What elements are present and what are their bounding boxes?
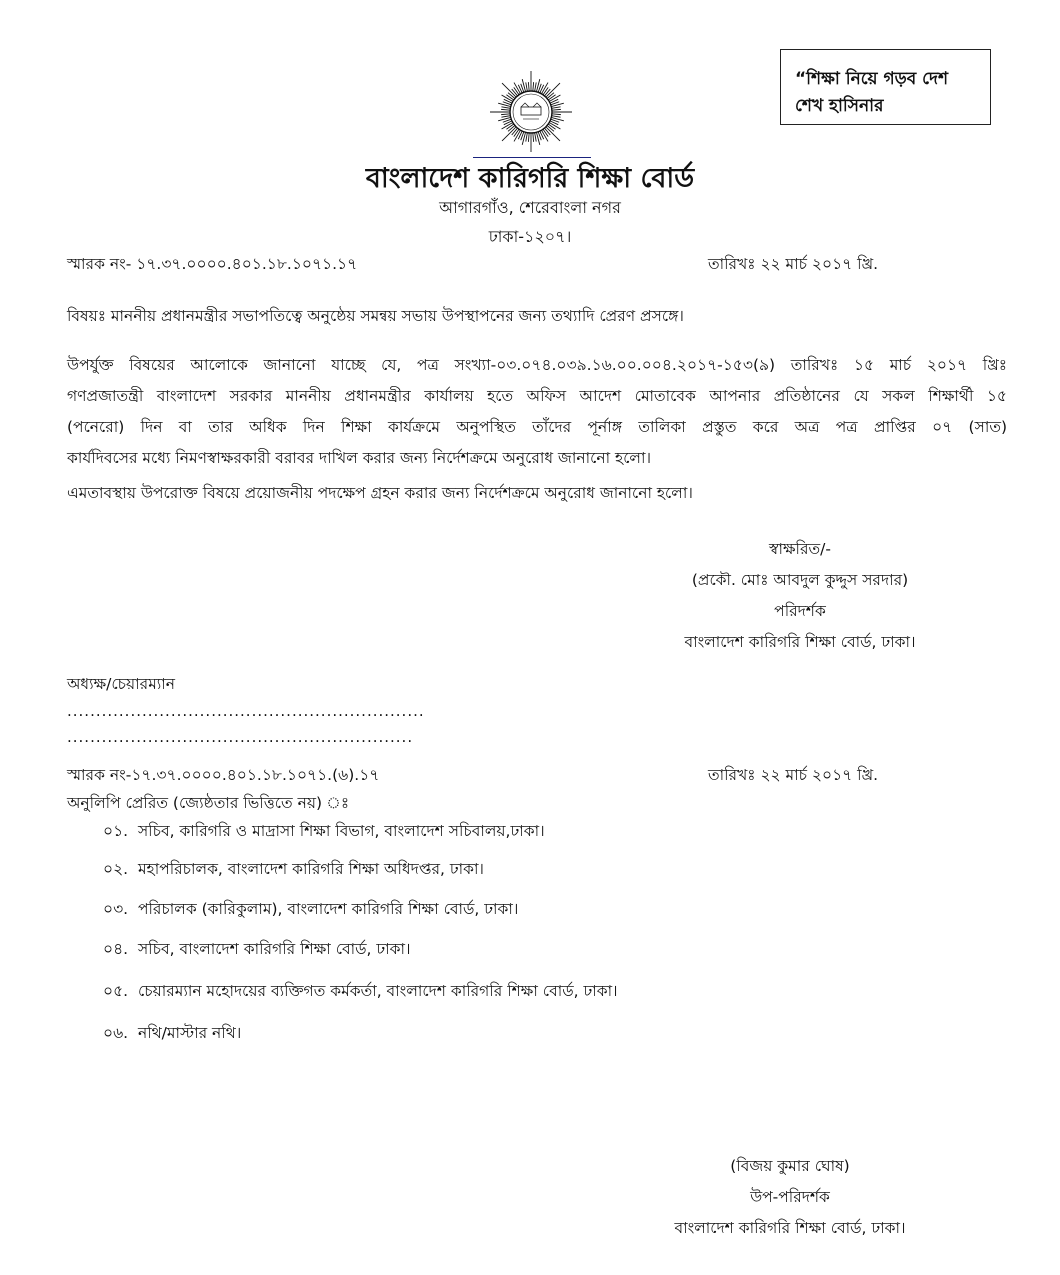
copy-item-number: ০৬. xyxy=(103,1024,129,1042)
recipient-blank-line-2: ............................................................ xyxy=(67,728,414,746)
copy-memo-date: তারিখঃ ২২ মার্চ ২০১৭ খ্রি. xyxy=(708,766,879,784)
copy-list-item xyxy=(103,979,618,1005)
signatory-office: বাংলাদেশ কারিগরি শিক্ষা বোর্ড, ঢাকা। xyxy=(684,633,916,651)
copy-item-number: ০২. xyxy=(103,860,129,878)
copy-list-item xyxy=(103,819,545,845)
board-seal-icon xyxy=(483,70,579,152)
copy-item-number: ০৩. xyxy=(103,900,129,918)
paragraph-line: (পনেরো) দিন বা তার অধিক দিন শিক্ষা কার্যক্রমে অনুপস্থিত তাঁদের পূর্নাঙ্গ তালিকা প্রস্তুত করে অত্র পত্র প্রাপ্তির ০৭ (সাত) xyxy=(67,418,1007,436)
copy-memo-ref: স্মারক নং-১৭.৩৭.০০০০.৪০১.১৮.১০৭১.(৬).১৭ xyxy=(67,766,380,784)
recipient-blank-line-1: .............................................................. xyxy=(67,702,425,720)
signed-mark: স্বাক্ষরিত/- xyxy=(769,540,831,558)
copy-list-item xyxy=(103,937,411,963)
org-title: বাংলাদেশ কারিগরি শিক্ষা বোর্ড xyxy=(365,163,695,194)
recipient-title: অধ্যক্ষ/চেয়ারম্যান xyxy=(67,675,176,693)
memo-ref: স্মারক নং- ১৭.৩৭.০০০০.৪০১.১৮.১০৭১.১৭ xyxy=(67,255,358,273)
copy-item-number: ০৪. xyxy=(103,940,129,958)
copy-item-text: নথি/মাস্টার নথি। xyxy=(137,1024,242,1042)
signature-block-2 xyxy=(630,1151,950,1244)
memo-date: তারিখঃ ২২ মার্চ ২০১৭ খ্রি. xyxy=(708,255,879,273)
copy-item-number: ০১. xyxy=(103,822,129,840)
signatory-designation: পরিদর্শক xyxy=(774,602,826,620)
signature-block-1 xyxy=(650,534,950,658)
address-line-1: আগারগাঁও, শেরেবাংলা নগর xyxy=(439,198,621,217)
subject-line: বিষয়ঃ মাননীয় প্রধানমন্ত্রীর সভাপতিত্বে অনুষ্ঠেয় সমন্বয় সভায় উপস্থাপনের জন্য তথ্যাদি প্রেরণ প্রসঙ্গে। xyxy=(67,307,684,325)
copy-item-text: সচিব, বাংলাদেশ কারিগরি শিক্ষা বোর্ড, ঢাকা। xyxy=(137,940,411,958)
body-paragraph-1 xyxy=(67,350,1007,474)
slogan-line-1: “শিক্ষা নিয়ে গড়ব দেশ xyxy=(795,69,949,89)
paragraph-line: কার্যদিবসের মধ্যে নিমণস্বাক্ষরকারী বরাবর দাখিল করার জন্য নির্দেশক্রমে অনুরোধ জানানো হলো। xyxy=(67,449,652,467)
body-paragraph-2: এমতাবস্থায় উপরোক্ত বিষয়ে প্রয়োজনীয় পদক্ষেপ গ্রহন করার জন্য নির্দেশক্রমে অনুরোধ জানানো হলো। xyxy=(67,484,693,502)
signatory-office: বাংলাদেশ কারিগরি শিক্ষা বোর্ড, ঢাকা। xyxy=(674,1219,906,1237)
signatory-designation: উপ-পরিদর্শক xyxy=(750,1188,830,1206)
signatory-name: (প্রকৌ. মোঃ আবদুল কুদ্দুস সরদার) xyxy=(691,571,909,589)
address-line-2: ঢাকা-১২০৭। xyxy=(488,227,572,246)
copy-item-text: মহাপরিচালক, বাংলাদেশ কারিগরি শিক্ষা অধিদপ্তর, ঢাকা। xyxy=(137,860,484,878)
copy-list-item xyxy=(103,857,484,883)
copy-list-item xyxy=(103,897,518,923)
paragraph-line: গণপ্রজাতন্ত্রী বাংলাদেশ সরকার মাননীয় প্রধানমন্ত্রীর কার্যালয় হতে অফিস আদেশ মোতাবেক আপনার প্রতিষ্ঠানের যে সকল শিক্ষার্থী ১৫ xyxy=(67,387,1007,405)
slogan-line-2: শেখ হাসিনার xyxy=(795,96,884,116)
paragraph-line: উপর্যুক্ত বিষয়ের আলোকে জানানো যাচ্ছে যে, পত্র সংখ্যা-০৩.০৭৪.০৩৯.১৬.০০.০০৪.২০১৭-১৫৩(৯) তারিখঃ ১৫ মার্চ ২০১৭ খ্রিঃ xyxy=(67,356,1007,374)
copy-item-number: ০৫. xyxy=(103,982,129,1000)
signatory-name: (বিজয় কুমার ঘোষ) xyxy=(730,1157,850,1175)
copy-item-text: চেয়ারম্যান মহোদয়ের ব্যক্তিগত কর্মকর্তা, বাংলাদেশ কারিগরি শিক্ষা বোর্ড, ঢাকা। xyxy=(137,982,618,1000)
copy-item-text: সচিব, কারিগরি ও মাদ্রাসা শিক্ষা বিভাগ, বাংলাদেশ সচিবালয়,ঢাকা। xyxy=(137,822,545,840)
slogan-box xyxy=(780,49,991,125)
copy-item-text: পরিচালক (কারিকুলাম), বাংলাদেশ কারিগরি শিক্ষা বোর্ড, ঢাকা। xyxy=(137,900,519,918)
copy-list-item xyxy=(103,1021,241,1047)
copy-heading: অনুলিপি প্রেরিত (জ্যেষ্ঠতার ভিত্তিতে নয়) ঃ xyxy=(67,794,350,812)
